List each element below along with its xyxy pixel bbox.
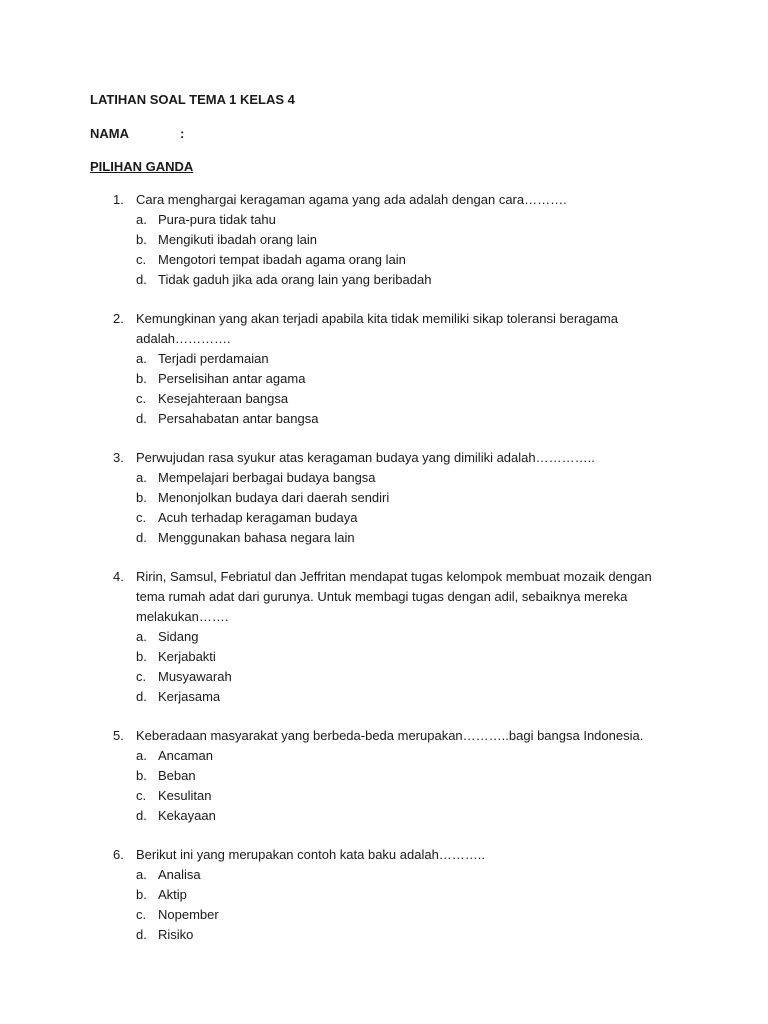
option-letter: a.: [136, 629, 147, 644]
option-text: Beban: [158, 768, 196, 783]
question-item: [0, 309, 768, 429]
answer-option: [0, 230, 768, 250]
answer-option: [0, 528, 768, 548]
option-letter: d.: [136, 689, 147, 704]
question-item: [0, 448, 768, 548]
option-letter: a.: [136, 212, 147, 227]
option-text: Nopember: [158, 907, 219, 922]
question-text: Keberadaan masyarakat yang berbeda-beda merupakan………..bagi bangsa Indonesia.: [136, 728, 644, 743]
option-text: Mengotori tempat ibadah agama orang lain: [158, 252, 406, 267]
option-text: Kekayaan: [158, 808, 216, 823]
option-list: [0, 210, 768, 290]
answer-option: [0, 627, 768, 647]
option-text: Terjadi perdamaian: [158, 351, 269, 366]
option-letter: b.: [136, 768, 147, 783]
question-list: [0, 190, 768, 964]
option-text: Ancaman: [158, 748, 213, 763]
option-letter: d.: [136, 808, 147, 823]
answer-option: [0, 885, 768, 905]
answer-option: [0, 746, 768, 766]
option-text: Risiko: [158, 927, 194, 942]
option-text: Analisa: [158, 867, 201, 882]
option-letter: b.: [136, 232, 147, 247]
option-letter: a.: [136, 351, 147, 366]
question-number: 1.: [113, 192, 124, 207]
option-letter: c.: [136, 669, 147, 684]
option-letter: a.: [136, 867, 147, 882]
question-number: 4.: [113, 569, 124, 584]
option-list: [0, 627, 768, 707]
option-text: Mengikuti ibadah orang lain: [158, 232, 317, 247]
option-letter: d.: [136, 272, 147, 287]
option-text: Pura-pura tidak tahu: [158, 212, 276, 227]
question-text: Kemungkinan yang akan terjadi apabila kita tidak memiliki sikap toleransi beragama adalah………….: [136, 311, 618, 346]
option-letter: c.: [136, 252, 147, 267]
option-text: Persahabatan antar bangsa: [158, 411, 319, 426]
answer-option: [0, 687, 768, 707]
question-number: 2.: [113, 311, 124, 326]
answer-option: [0, 647, 768, 667]
option-letter: b.: [136, 887, 147, 902]
option-letter: c.: [136, 907, 147, 922]
option-list: [0, 746, 768, 826]
option-text: Menggunakan bahasa negara lain: [158, 530, 355, 545]
answer-option: [0, 806, 768, 826]
option-letter: b.: [136, 490, 147, 505]
worksheet-title: LATIHAN SOAL TEMA 1 KELAS 4: [90, 92, 295, 107]
answer-option: [0, 210, 768, 230]
option-letter: b.: [136, 371, 147, 386]
option-letter: c.: [136, 788, 147, 803]
option-list: [0, 349, 768, 429]
answer-option: [0, 409, 768, 429]
question-number: 3.: [113, 450, 124, 465]
option-list: [0, 865, 768, 945]
question-text: Perwujudan rasa syukur atas keragaman budaya yang dimiliki adalah…………..: [136, 450, 595, 465]
name-field: [90, 126, 185, 141]
question-item: [0, 567, 768, 707]
answer-option: [0, 667, 768, 687]
answer-option: [0, 786, 768, 806]
question-text: Ririn, Samsul, Febriatul dan Jeffritan mendapat tugas kelompok membuat mozaik dengan tema rumah adat dari gurunya. Untuk membagi tugas dengan adil, sebaiknya mereka melakukan…….: [136, 569, 652, 624]
answer-option: [0, 349, 768, 369]
option-letter: a.: [136, 470, 147, 485]
option-letter: c.: [136, 510, 147, 525]
answer-option: [0, 925, 768, 945]
option-letter: d.: [136, 927, 147, 942]
option-letter: d.: [136, 411, 147, 426]
answer-option: [0, 468, 768, 488]
option-letter: c.: [136, 391, 147, 406]
option-text: Aktip: [158, 887, 187, 902]
option-text: Perselisihan antar agama: [158, 371, 306, 386]
name-colon: :: [180, 126, 185, 141]
answer-option: [0, 766, 768, 786]
question-number: 6.: [113, 847, 124, 862]
option-text: Mempelajari berbagai budaya bangsa: [158, 470, 376, 485]
answer-option: [0, 508, 768, 528]
answer-option: [0, 905, 768, 925]
answer-option: [0, 865, 768, 885]
option-text: Kerjabakti: [158, 649, 216, 664]
option-text: Kerjasama: [158, 689, 221, 704]
option-list: [0, 468, 768, 548]
answer-option: [0, 270, 768, 290]
answer-option: [0, 250, 768, 270]
question-number: 5.: [113, 728, 124, 743]
answer-option: [0, 488, 768, 508]
section-heading: PILIHAN GANDA: [90, 159, 194, 174]
option-text: Sidang: [158, 629, 199, 644]
option-letter: b.: [136, 649, 147, 664]
question-item: [0, 190, 768, 290]
question-item: [0, 845, 768, 945]
option-text: Menonjolkan budaya dari daerah sendiri: [158, 490, 390, 505]
option-text: Kesejahteraan bangsa: [158, 391, 289, 406]
name-label: NAMA: [90, 126, 129, 141]
option-text: Tidak gaduh jika ada orang lain yang beribadah: [158, 272, 432, 287]
option-text: Musyawarah: [158, 669, 232, 684]
option-text: Acuh terhadap keragaman budaya: [158, 510, 358, 525]
question-item: [0, 726, 768, 826]
option-letter: d.: [136, 530, 147, 545]
answer-option: [0, 389, 768, 409]
option-text: Kesulitan: [158, 788, 212, 803]
option-letter: a.: [136, 748, 147, 763]
question-text: Berikut ini yang merupakan contoh kata baku adalah………..: [136, 847, 486, 862]
question-text: Cara menghargai keragaman agama yang ada adalah dengan cara……….: [136, 192, 567, 207]
answer-option: [0, 369, 768, 389]
